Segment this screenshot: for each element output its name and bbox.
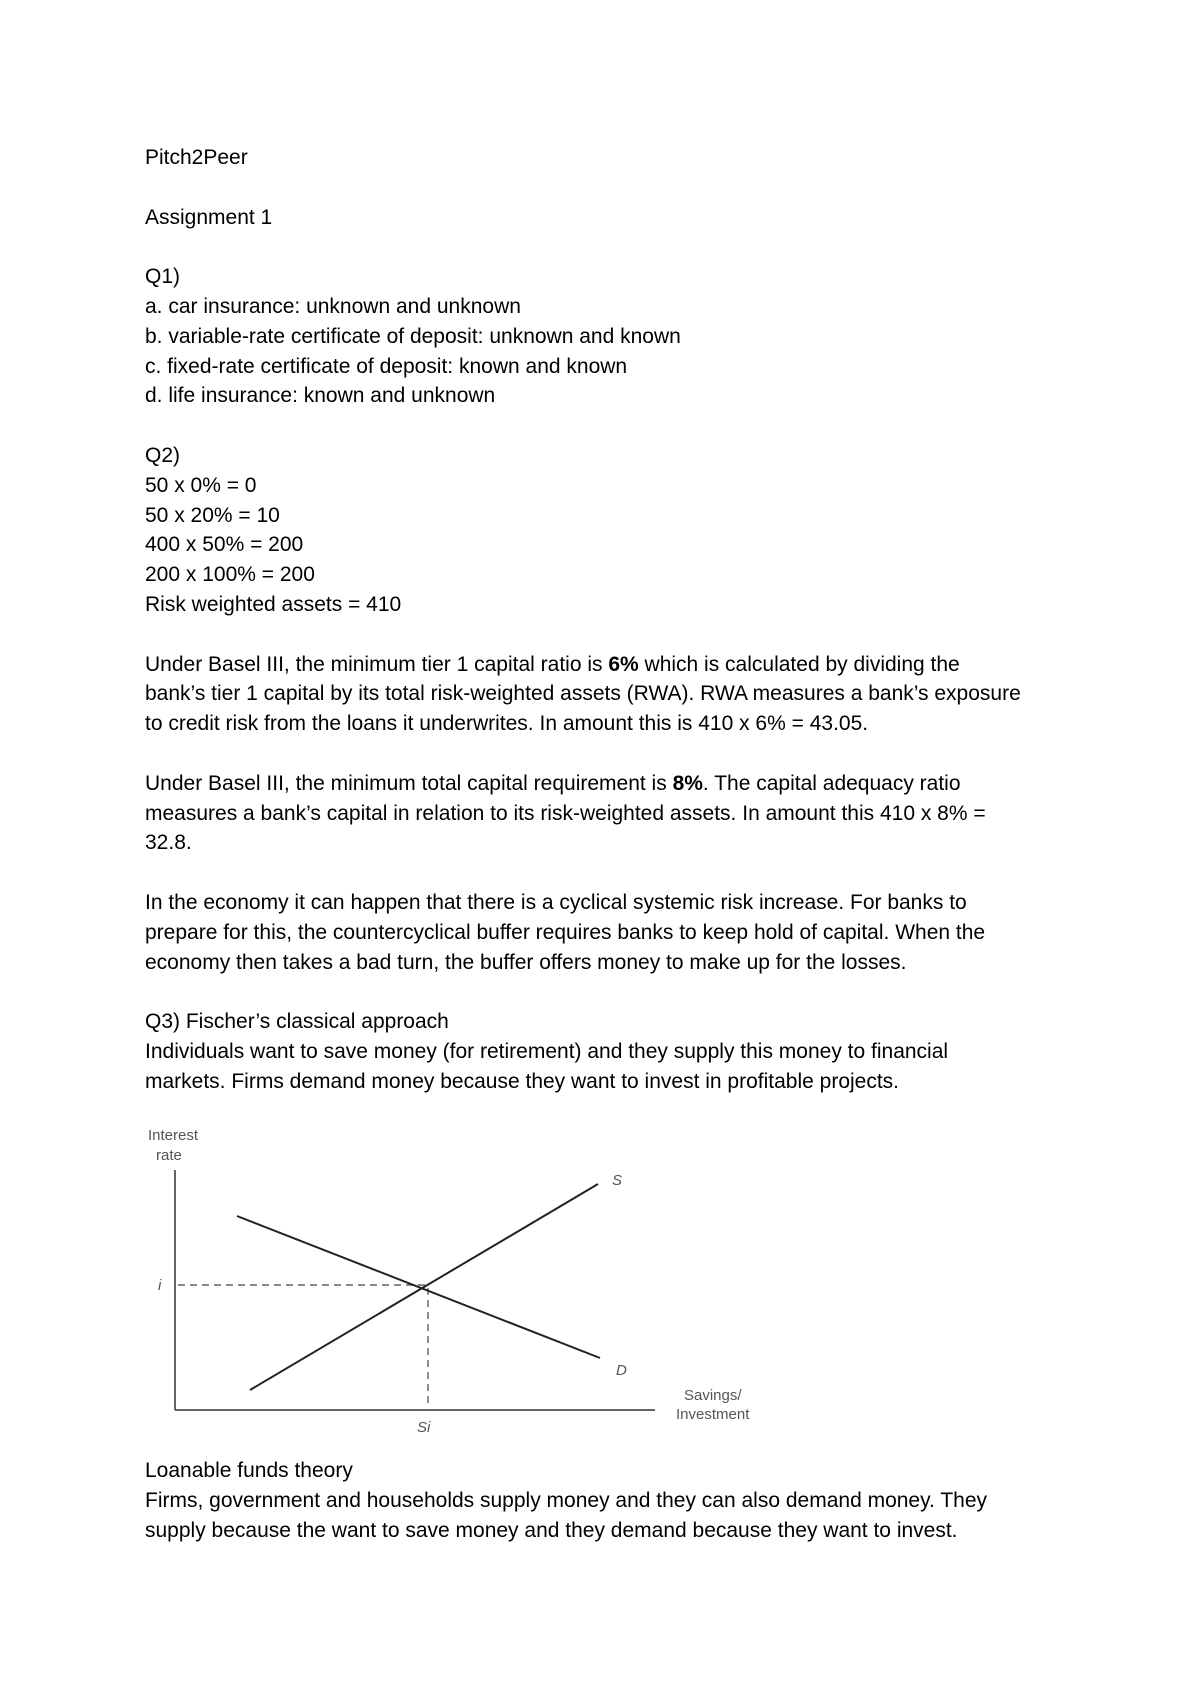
savings-investment-diagram: [140, 1118, 780, 1438]
demand-curve-label: D: [616, 1362, 627, 1379]
equilibrium-quantity-label: Si: [417, 1419, 431, 1436]
q3-paragraph-line: markets. Firms demand money because they want to invest in profitable projects.: [145, 1069, 900, 1093]
assignment-title: Assignment 1: [145, 205, 273, 229]
loanable-paragraph-line: Firms, government and households supply money and they can also demand money. They: [145, 1488, 988, 1512]
y-axis-label: Interest: [148, 1127, 199, 1144]
q1-item: b. variable-rate certificate of deposit: unknown and known: [145, 324, 681, 348]
supply-curve-label: S: [612, 1172, 623, 1189]
q2-calc-line: 50 x 20% = 10: [145, 503, 280, 527]
buffer-paragraph-line: In the economy it can happen that there is a cyclical systemic risk increase. For banks to: [145, 890, 967, 914]
q2-calc-total: Risk weighted assets = 410: [145, 592, 402, 616]
total-capital-value: 8%: [672, 771, 703, 795]
supply-curve: [250, 1184, 598, 1390]
total-capital-paragraph-line: Under Basel III, the minimum total capital requirement is 8%. The capital adequacy ratio: [145, 771, 961, 795]
doc-title: Pitch2Peer: [145, 146, 248, 169]
q1-item: c. fixed-rate certificate of deposit: known and known: [145, 354, 628, 378]
q1-item: d. life insurance: known and unknown: [145, 384, 496, 408]
q1-item: a. car insurance: unknown and unknown: [145, 294, 521, 318]
x-axis-label: Investment: [676, 1406, 750, 1423]
q1-heading: Q1): [145, 265, 181, 289]
tier1-paragraph-line: Under Basel III, the minimum tier 1 capital ratio is 6% which is calculated by dividing the: [145, 652, 960, 676]
q2-calc-line: 50 x 0% = 0: [145, 473, 257, 497]
q2-calc-line: 200 x 100% = 200: [145, 563, 315, 587]
tier1-ratio-value: 6%: [608, 652, 639, 676]
total-capital-paragraph-line: 32.8.: [145, 831, 192, 855]
equilibrium-rate-label: i: [158, 1277, 162, 1294]
loanable-funds-section: [145, 1456, 1095, 1545]
buffer-paragraph-line: economy then takes a bad turn, the buffer offers money to make up for the losses.: [145, 950, 907, 974]
loanable-paragraph-line: supply because the want to save money and they demand because they want to invest.: [145, 1518, 958, 1542]
y-axis-label: rate: [156, 1147, 182, 1164]
buffer-paragraph-line: prepare for this, the countercyclical buffer requires banks to keep hold of capital. When the: [145, 920, 986, 944]
tier1-paragraph-line: to credit risk from the loans it underwrites. In amount this is 410 x 6% = 43.05.: [145, 712, 869, 736]
q2-heading: Q2): [145, 443, 181, 467]
tier1-paragraph-line: bank’s tier 1 capital by its total risk-weighted assets (RWA). RWA measures a bank’s exposure: [145, 682, 1021, 706]
x-axis-label: Savings/: [684, 1387, 742, 1404]
q3-heading: Q3) Fischer’s classical approach: [145, 1010, 449, 1034]
q3-paragraph-line: Individuals want to save money (for retirement) and they supply this money to financial: [145, 1039, 949, 1063]
document-body: [145, 143, 1095, 1097]
total-capital-paragraph-line: measures a bank’s capital in relation to its risk-weighted assets. In amount this 410 x 8% =: [145, 801, 986, 825]
loanable-heading: Loanable funds theory: [145, 1459, 353, 1482]
demand-curve: [237, 1216, 600, 1358]
q2-calc-line: 400 x 50% = 200: [145, 533, 304, 557]
